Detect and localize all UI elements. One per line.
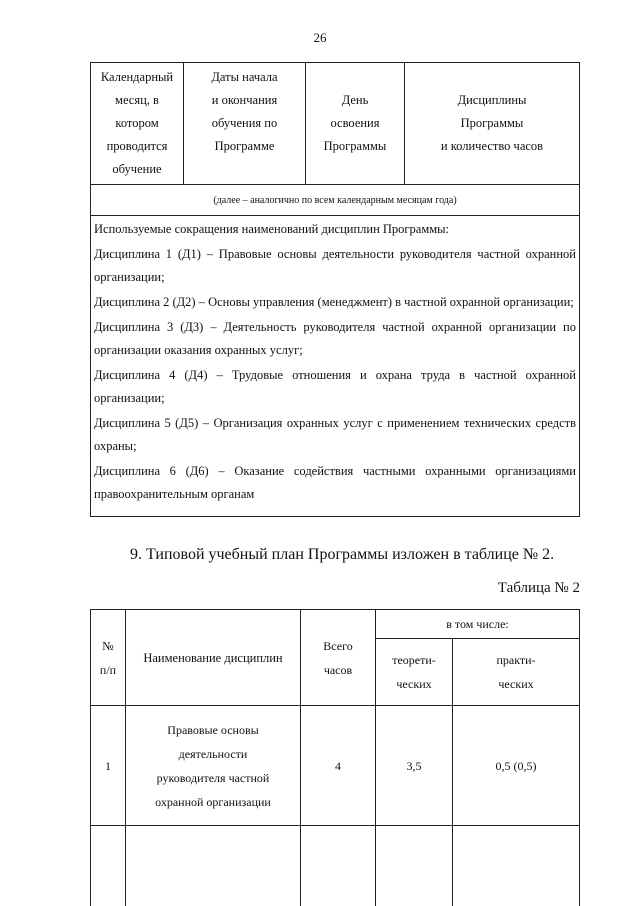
abbreviation-item: Дисциплина 2 (Д2) – Основы управления (менеджмент) в частной охранной организации; (94, 295, 574, 309)
header-including: в том числе: (376, 610, 580, 639)
row-total-hours: 4 (301, 706, 376, 826)
header-line: Программы (460, 116, 524, 130)
empty-cell (376, 826, 453, 906)
abbreviation-item: Дисциплина 1 (Д1) – Правовые основы деятельности руководителя частной охранной организации; (94, 247, 576, 284)
row-discipline-name (126, 706, 301, 826)
header-line: проводится (106, 139, 168, 153)
empty-cell (301, 826, 376, 906)
name-line: деятельности (178, 746, 248, 761)
schedule-table (90, 62, 580, 517)
table-label: Таблица № 2 (497, 580, 580, 596)
abbreviations-intro: Используемые сокращения наименований дисциплин Программы: (94, 222, 450, 236)
abbreviation-item: Дисциплина 4 (Д4) – Трудовые отношения и охрана труда в частной охранной организации; (94, 368, 576, 405)
header-line: Дисциплины (457, 93, 527, 107)
header-line: теорети- (392, 653, 436, 667)
abbreviations-cell (91, 216, 580, 517)
header-practice (453, 639, 580, 706)
header-line: освоения (330, 116, 380, 130)
header-number (91, 610, 126, 706)
empty-cell (453, 826, 580, 906)
abbreviation-item: Дисциплина 6 (Д6) – Оказание содействия частными охранными организациями правоохранительным органам (94, 464, 576, 501)
empty-cell (126, 826, 301, 906)
table-row-continuation (91, 826, 580, 906)
row-theory-hours: 3,5 (376, 706, 453, 826)
header-line: ческих (396, 677, 432, 691)
curriculum-header-row-1 (91, 610, 580, 639)
header-line: п/п (99, 662, 117, 677)
header-line: Программе (214, 139, 275, 153)
page-number: 26 (313, 30, 327, 45)
note-row (91, 185, 580, 216)
header-total-hours (301, 610, 376, 706)
row-practice-hours: 0,5 (0,5) (453, 706, 580, 826)
header-line: обучение (112, 162, 162, 176)
header-calendar-month (91, 63, 184, 185)
header-line: Даты начала (211, 70, 278, 84)
header-line: практи- (496, 653, 536, 667)
name-line: руководителя частной (156, 770, 270, 785)
header-line: и окончания (211, 93, 278, 107)
row-number: 1 (91, 706, 126, 826)
header-line: обучения по (211, 116, 278, 130)
schedule-header-row (91, 63, 580, 185)
header-line: Всего (323, 638, 353, 653)
abbreviation-item: Дисциплина 5 (Д5) – Организация охранных услуг с применением технических средств охраны; (94, 416, 576, 453)
header-line: и количество часов (440, 139, 544, 153)
header-line: № (102, 638, 114, 653)
name-line: Правовые основы (167, 722, 259, 737)
empty-cell (91, 826, 126, 906)
header-line: ческих (498, 677, 534, 691)
header-line: месяц, в (115, 93, 159, 107)
header-line: Программы (323, 139, 387, 153)
header-line: котором (115, 116, 159, 130)
header-dates (184, 63, 306, 185)
abbreviation-item: Дисциплина 3 (Д3) – Деятельность руководителя частной охранной организации по организации оказания охранных услуг; (94, 320, 576, 357)
abbreviations-row (91, 216, 580, 517)
header-line: часов (323, 662, 353, 677)
section-title: 9. Типовой учебный план Программы изложен в таблице № 2. (130, 546, 555, 563)
header-discipline-name: Наименование дисциплин (126, 610, 301, 706)
header-disciplines (405, 63, 580, 185)
header-day (306, 63, 405, 185)
header-line: День (341, 93, 369, 107)
header-theory (376, 639, 453, 706)
table-row (91, 706, 580, 826)
name-line: охранной организации (155, 794, 271, 809)
header-line: Календарный (100, 70, 174, 84)
note-cell: (далее – аналогично по всем календарным месяцам года) (91, 185, 580, 216)
curriculum-table (90, 609, 580, 906)
